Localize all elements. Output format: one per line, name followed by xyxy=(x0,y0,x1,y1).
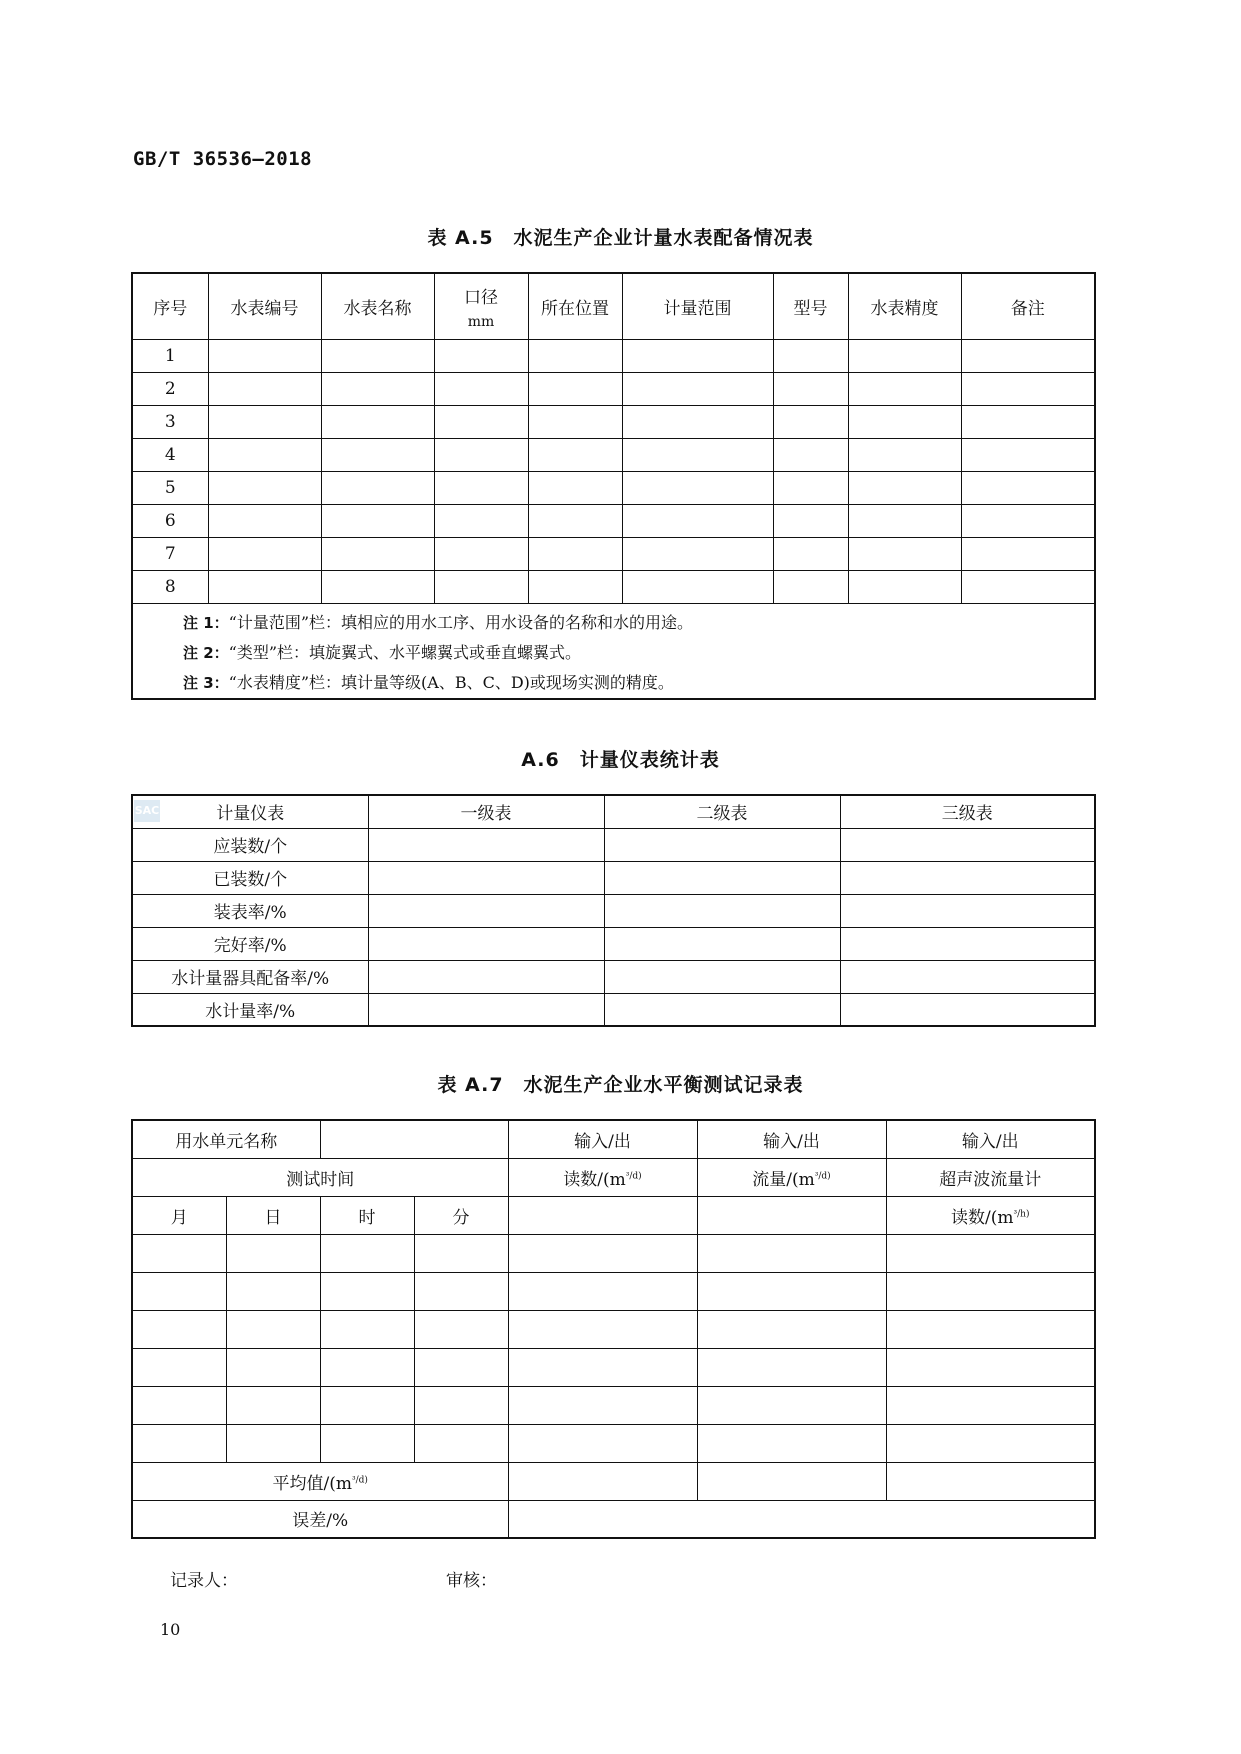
table-row xyxy=(132,927,1095,960)
note-1 xyxy=(183,608,1094,638)
note-2-text: “类型”栏：填旋翼式、水平螺翼式或垂直螺翼式。 xyxy=(228,642,582,662)
table-a5-notes xyxy=(132,603,1095,699)
table-row xyxy=(132,339,1095,372)
table-row xyxy=(132,438,1095,471)
ultrasonic-reading-label xyxy=(886,1196,1095,1234)
ultrasonic-reading-unit: ³/h) xyxy=(1013,1208,1030,1219)
header-diameter-unit: mm xyxy=(467,313,495,330)
io-label-1: 输入/出 xyxy=(508,1120,697,1158)
header-level-1: 一级表 xyxy=(368,795,604,828)
note-2 xyxy=(183,638,1094,668)
table-a6 xyxy=(131,794,1096,1027)
header-remark: 备注 xyxy=(961,273,1095,339)
table-row xyxy=(132,1424,1095,1462)
average-label xyxy=(132,1462,508,1500)
test-time-label: 测试时间 xyxy=(132,1158,508,1196)
note-3-prefix: 注 3： xyxy=(183,673,229,692)
time-unit-hour: 时 xyxy=(320,1196,414,1234)
row-label: 完好率/% xyxy=(132,927,368,960)
unit-name-value xyxy=(320,1120,508,1158)
table-row xyxy=(132,828,1095,861)
table-a7-caption: 表 A.7 水泥生产企业水平衡测试记录表 xyxy=(437,1074,804,1096)
table-row xyxy=(132,1234,1095,1272)
row-label: 装表率/% xyxy=(132,894,368,927)
reviewer-label: 审核： xyxy=(446,1571,497,1591)
row-number: 6 xyxy=(132,504,208,537)
note-1-prefix: 注 1： xyxy=(183,613,229,632)
table-row xyxy=(132,405,1095,438)
header-level-3: 三级表 xyxy=(840,795,1095,828)
table-row xyxy=(132,861,1095,894)
table-row xyxy=(132,1386,1095,1424)
reading-label-1-unit: ³/d) xyxy=(625,1170,642,1181)
reading-label-2-text: 流量/(m xyxy=(752,1169,815,1190)
table-a5 xyxy=(131,272,1096,700)
table-a5-caption: 表 A.5 水泥生产企业计量水表配备情况表 xyxy=(427,227,814,249)
reading-label-2 xyxy=(697,1158,886,1196)
table-row xyxy=(132,471,1095,504)
table-row xyxy=(132,537,1095,570)
table-row xyxy=(132,1272,1095,1310)
reading-label-1 xyxy=(508,1158,697,1196)
row-label: 水计量率/% xyxy=(132,993,368,1026)
header-instrument: 计量仪表 xyxy=(132,795,368,828)
header-diameter xyxy=(434,273,528,339)
error-label: 误差/% xyxy=(132,1500,508,1538)
ultrasonic-reading-text: 读数/(m xyxy=(951,1207,1014,1228)
table-row xyxy=(132,372,1095,405)
header-level-2: 二级表 xyxy=(604,795,840,828)
time-unit-day: 日 xyxy=(226,1196,320,1234)
row-number: 7 xyxy=(132,537,208,570)
row-number: 1 xyxy=(132,339,208,372)
row-number: 2 xyxy=(132,372,208,405)
reading-label-3: 超声波流量计 xyxy=(886,1158,1095,1196)
average-label-unit: ³/d) xyxy=(352,1474,368,1485)
header-meter-no: 水表编号 xyxy=(208,273,321,339)
table-row xyxy=(132,1310,1095,1348)
row-number: 3 xyxy=(132,405,208,438)
table-row xyxy=(132,570,1095,603)
reading-label-1-text: 读数/(m xyxy=(563,1169,626,1190)
sac-watermark: SAC xyxy=(134,800,160,822)
table-a7 xyxy=(131,1119,1096,1539)
unit-name-label: 用水单元名称 xyxy=(132,1120,320,1158)
table-a6-caption: A.6 计量仪表统计表 xyxy=(521,749,720,771)
header-location: 所在位置 xyxy=(528,273,622,339)
note-2-prefix: 注 2： xyxy=(183,643,229,662)
row-number: 4 xyxy=(132,438,208,471)
note-1-text: “计量范围”栏：填相应的用水工序、用水设备的名称和水的用途。 xyxy=(228,612,694,632)
note-3-text: “水表精度”栏：填计量等级(A、B、C、D)或现场实测的精度。 xyxy=(228,672,674,692)
reading-label-2-unit: ³/d) xyxy=(814,1170,831,1181)
row-number: 5 xyxy=(132,471,208,504)
average-label-text: 平均值/(m xyxy=(272,1473,353,1494)
page-number: 10 xyxy=(160,1620,181,1639)
note-3 xyxy=(183,668,1094,698)
row-label: 应装数/个 xyxy=(132,828,368,861)
header-diameter-label: 口径 xyxy=(464,287,498,308)
table-row xyxy=(132,993,1095,1026)
table-row xyxy=(132,960,1095,993)
table-row xyxy=(132,1348,1095,1386)
time-unit-month: 月 xyxy=(132,1196,226,1234)
io-label-3: 输入/出 xyxy=(886,1120,1095,1158)
time-unit-minute: 分 xyxy=(414,1196,508,1234)
row-number: 8 xyxy=(132,570,208,603)
header-meter-name: 水表名称 xyxy=(321,273,434,339)
table-row xyxy=(132,504,1095,537)
io-label-2: 输入/出 xyxy=(697,1120,886,1158)
table-row xyxy=(132,894,1095,927)
row-label: 已装数/个 xyxy=(132,861,368,894)
standard-code: GB/T 36536—2018 xyxy=(133,148,313,170)
header-model: 型号 xyxy=(773,273,848,339)
header-range: 计量范围 xyxy=(622,273,773,339)
row-label: 水计量器具配备率/% xyxy=(132,960,368,993)
header-seq: 序号 xyxy=(132,273,208,339)
header-accuracy: 水表精度 xyxy=(848,273,961,339)
recorder-label: 记录人： xyxy=(170,1571,238,1591)
